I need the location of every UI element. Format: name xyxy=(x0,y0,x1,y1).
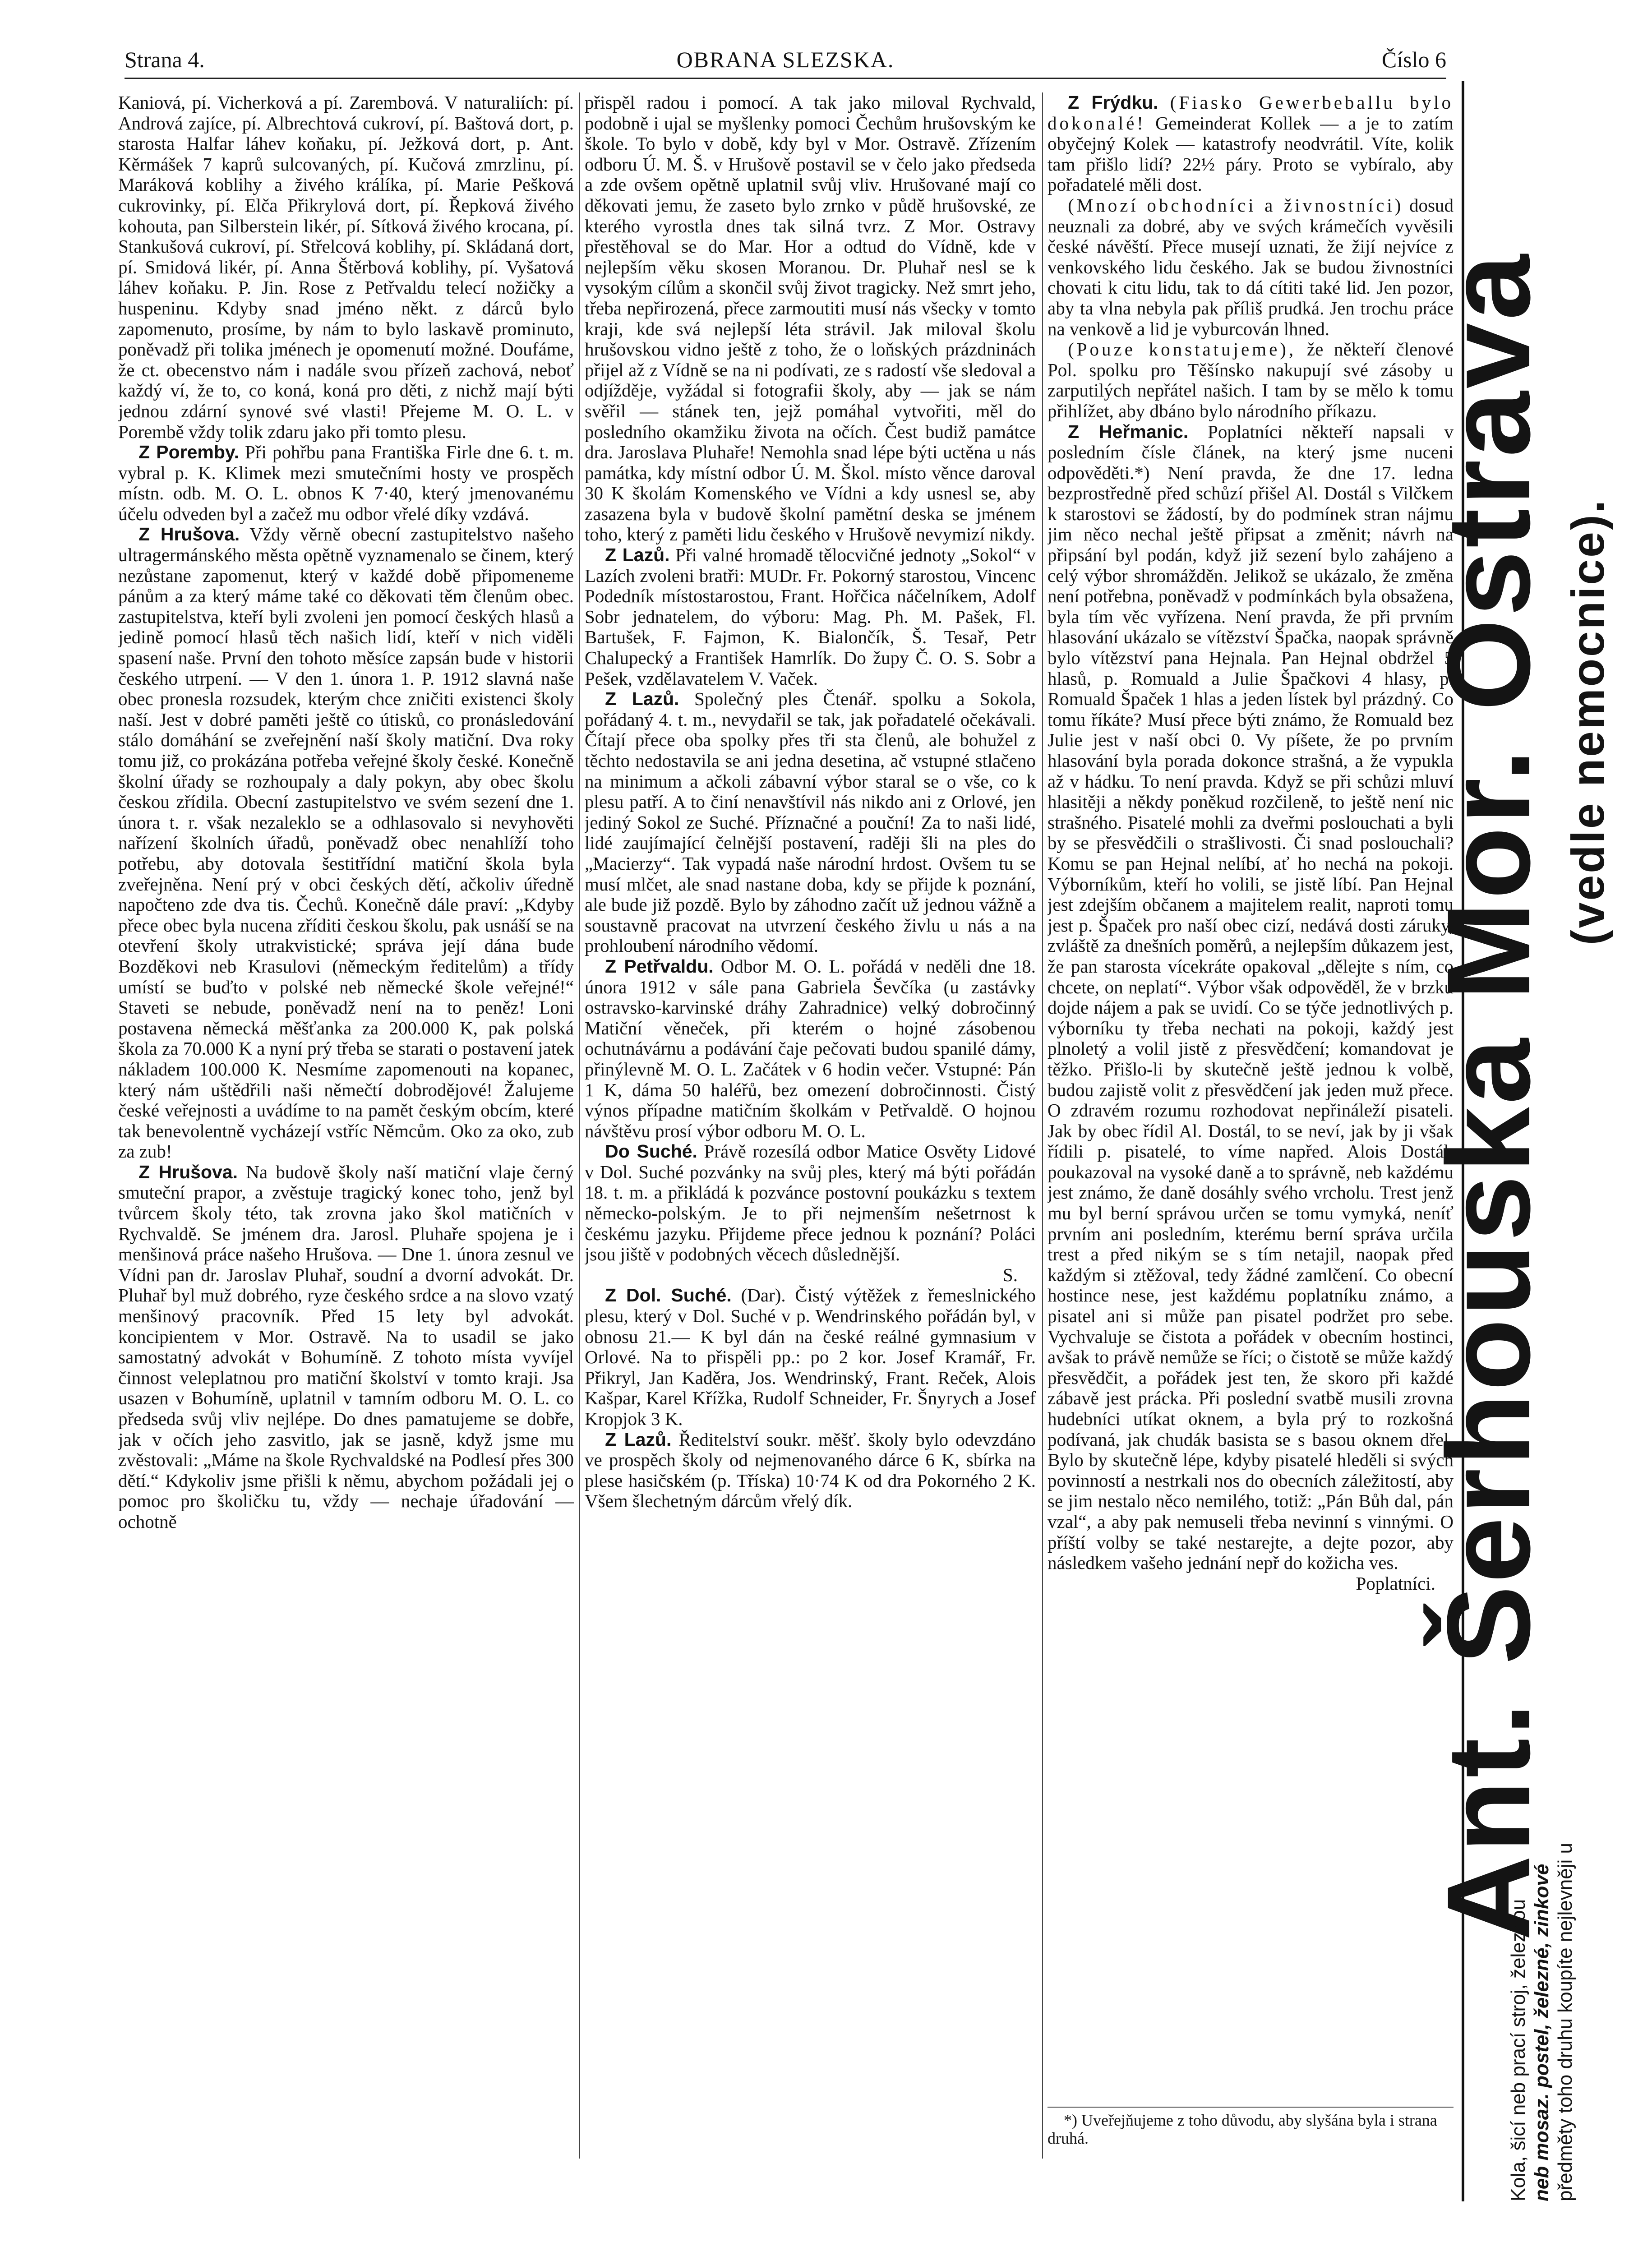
article-paragraph xyxy=(585,1430,1036,1512)
article-signature: Poplatníci. xyxy=(1356,1573,1435,1594)
article-heading: Z Heřmanic. xyxy=(1068,421,1189,442)
article-text: Ředitelství soukr. měšť. školy bylo odevzdáno ve prospěch školy od nejmenovaného dárce 6 K, sbírka na plese hasičském (p. Tříska) 10·74 K od dra Pokorného 2 K. Všem šlechetným dárcům vřelý dík. xyxy=(585,1429,1036,1512)
article-text: Vždy věrně obecní zastupitelstvo našeho ultragermánského města opětně vyznamenalo se činem, který nezůstane zapomenut, který v každé době připomeneme pánům a za který máme také co děkovati těm členům obec. zastupitelstva, kteří byli zvoleni jen pomocí českých hlasů a jedině pomocí hlasů těch našich lidí, kteří v nich viděli spasení naše. První den tohoto měsíce zapsán bude v historii českého utrpení. — V den 1. února 1. P. 1912 slavná naše obec pronesla rozsudek, kterým chce zničiti existenci školy naší. Jest v dobré paměti ještě co útisků, co pronásledování stálo domáhání se zveřejnění naší školy matiční. Dva roky tomu již, co prokázána potřeba veřejné školy české. Konečně školní úřady se rozhoupaly a daly pokyn, aby obec školu českou zřídila. Obecní zastupitelstvo ve svém sezení dne 1. února t. r. však nezaleklo se a odhlasovalo si nevyhověti nařízení školních úřadů, poněvadž obec nenahlíží toho potřebu, aby dotovala šestitřídní matiční škola byla zveřejněna. Není prý v obci českých dětí, ačkoliv úředně napočteno zde dva tis. Čechů. Konečně dále praví: „Kdyby přece obec byla nucena zříditi českou školu, pak usnáší se na otevření školy utrakvistické; správa její dána bude Bozděkovi neb Krasulovi (německým ředitelům) a třídy umístí se buďto v polské neb německé škole veřejné!“ Staveti se nebude, poněvadž není na to peněz! Loni postavena německá měšťanka za 200.000 K, pak polská škola za 70.000 K a nyní prý třeba se starati o postavení jatek nákladem 100.000 K. Nesmíme zapomenouti na kopanec, který nám uštědřili naši němečtí dobrodějové! Žalujeme české veřejnosti a uvádíme to na pamět českým obcím, které tak benevolentně vycházejí vstříc Němcům. Oko za oko, zub za zub! xyxy=(118,524,574,1162)
article-text: že někteří členové Pol. spolku pro Těšínsko nakupují své zásoby u zarputilých nepřátel našich. I tam by se mělo k tomu přihlížet, aby dbáno bylo národního příkazu. xyxy=(1047,339,1454,421)
article-paragraph xyxy=(585,1285,1036,1429)
article-text: Při valné hromadě tělocvičné jednoty „Sokol“ v Lazích zvoleni bratři: MUDr. Fr. Pokorný starostou, Vincenc Podedník místostarostou, Frant. Hořčica náčelníkem, Adolf Sobr jednatelem, do výboru: Mag. Ph. M. Pašek, Fl. Bartušek, F. Fajmon, K. Bialončík, Š. Tesař, Petr Chalupecký a František Hamrlík. Do župy Č. O. S. Sobr a Pešek, vzdělavatelem V. Vaček. xyxy=(585,544,1036,689)
article-text: Společný ples Čtenář. spolku a Sokola, pořádaný 4. t. m., nevydařil se tak, jak pořadatelé očekávali. Čítají přece oba spolky přes tři sta členů, ale bohužel z těchto nedostavila se ani jedna desetina, ač vstupné stlačeno na minimum a ačkoli zábavní výbor staral se o vše, co k plesu patří. A to činí nenavštívil nás nikdo ani z Orlové, jen jediný Sokol ze Suché. Příznačné a pouční! Za to naši lidé, lidé zaujímající čelnější postavení, raději šli na ples do „Macierzy“. Tak vypadá naše národní hrdost. Ovšem tu se musí mlčet, ale snad nastane doba, kdy se přijde k poznání, ale bude již pozdě. Bylo by záhodno začít už jednou vážně a soustavně pracovat na utvrzení českého živlu u nás a na prohloubení národního vědomí. xyxy=(585,688,1036,956)
article-text: dosud neuznali za dobré, aby ve svých krámečích vyvěsili české návěští. Přece musejí uznati, že žijí nejvíce z venkovského lidu českého. Jak se budou živnostníci chovati k citu lidu, tak to dá cítiti také lid. Jen pozor, aby ta vlna nebyla pak příliš prudká. Jen trochu práce na venkově a lid je vyburcován lhned. xyxy=(1047,194,1454,339)
article-paragraph xyxy=(585,689,1036,956)
page-header xyxy=(125,42,1446,79)
article-paragraph xyxy=(1047,195,1454,339)
article-heading: Z Lazů. xyxy=(605,688,679,710)
article-paragraph: Kaniová, pí. Vicherková a pí. Zarembová. V naturaliích: pí. Andrová zajíce, pí. Albrechtová cukroví, pí. Baštová dort, p. starosta Halfar láhev koňaku, pí. Ježková dort, p. Ant. Kěrmášek 7 kaprů sulcovaných, pí. Kučová zmrzlinu, pí. Maráková koblihy a živého králíka, pí. Marie Pešková cukrovinky, pí. Elča Přikrylová dort, pí. Řepková živého kohouta, pan Silberstein likér, pí. Sítková živého krocana, pí. Stankušová cukroví, pí. Střelcová koblihy, pí. Skládaná dort, pí. Smidová likér, pí. Anna Štěrbová koblihy, pí. Vyšatová láhev koňaku. P. Jin. Rose z Petřvaldu telecí nožičky a huspeninu. Kdyby snad jméno někt. z dárců bylo zapomenuto, prosíme, by nám to bylo laskavě prominuto, poněvadž při tolika jménech je opomenutí možné. Doufáme, že ct. obecenstvo nám i nadále svou přízeň zachová, neboť každý ví, že to, co koná, koná pro děti, z nichž mají býti jednou zdární synové své vlasti! Přejeme M. O. L. v Porembě vždy tolik zdaru jako při tomto plesu. xyxy=(118,92,574,442)
article-heading: Do Suché. xyxy=(605,1141,697,1162)
article-heading: Z Lazů. xyxy=(605,544,670,566)
footnote: *) Uveřejňujeme z toho důvodu, aby slyšána byla i strana druhá. xyxy=(1047,2107,1454,2147)
column-3 xyxy=(1047,92,1454,2159)
advertisement-line: předměty toho druhu koupíte nejlevněji u xyxy=(1554,1843,1576,2201)
column-2 xyxy=(585,92,1036,2159)
advertisement-line: Kola, šicí neb prací stroj, železnou xyxy=(1507,1899,1529,2201)
article-heading: Z Frýdku. xyxy=(1068,92,1158,113)
column-divider xyxy=(1042,92,1043,2159)
article-heading: Z Lazů. xyxy=(605,1429,672,1450)
article-paragraph xyxy=(585,956,1036,1141)
page-number: Strana 4. xyxy=(125,47,205,72)
article-heading: Z Hrušova. xyxy=(138,1161,238,1182)
column-divider xyxy=(579,92,580,2159)
article-text: Odbor M. O. L. pořádá v neděli dne 18. února 1912 v sále pana Gabriela Ševčíka (u zastávky ostravsko-karvinské dráhy Zahradnice) velký dobročinný Matiční věneček, při kterém o hojné zásobenou ochutnávárnu a podávání čaje pečovati budou spanilé dámy, přinýlevně M. O. L. Začátek v 6 hodin večer. Vstupné: Pán 1 K, dáma 50 haléřů, bez omezení dobročinnosti. Čistý výnos případne matičním školkám v Petřvaldě. O hojnou návštěvu prosí výbor odboru M. O. L. xyxy=(585,955,1036,1141)
advertisement-title: Ant. Šerhouska Mor. Ostrava xyxy=(1422,252,1555,1941)
article-paragraph xyxy=(118,1162,574,1532)
article-text: Poplatníci někteří napsali v posledním čísle článek, na který jsme nuceni odpověděti.*) Není pravda, že dne 17. ledna bezprostředně před schůzí přišel Al. Dostál s Vilčkem k starostovi se žádostí, by do podmínek stran nájmu jim něco nechal ještě připsat a změnit; návrh na připsání byl podán, když již sezení bylo zahájeno a celý výbor shromážděn. Jelikož se ukázalo, že změna není potřebna, poněvadž v podmínkách byla obsažena, byla tím věc vyřízena. Není pravda, že při prvním hlasování ukázalo se vítězství Špačka, naopak správně bylo vítězství pana Hejnala. Pan Hejnal obdržel 5 hlasů, p. Romuald a Julie Špačkovi 4 hlasy, p. Romuald Špaček 1 hlas a jeden lístek byl prázdný. Co tomu říkáte? Musí přece býti známo, že Romuald bez Julie jest v naší obci 0. Vy píšete, že po prvním hlasování byla porada dokonce strašná, a že vypukla až v hádku. To není pravda. Když se při schůzi mluví hlasitěji a někdy poněkud rozčileně, to ještě není nic strašného. Pisatelé mohli za dveřmi poslouchati a byli by se přesvědčili o strašlivosti. Či snad poslouchali? Komu se pan Hejnal nelíbí, ať ho nechá na pokoji. Výborníkům, kteří ho volili, se jistě líbí. Pan Hejnal jest zdejším občanem a majitelem realit, naproti tomu jest p. Špaček pro naší obec cizí, nedává dosti záruky, zvláště za dnešních poměrů, a nejlepším důkazem jest, že pan starosta vícekráte opakoval „dělejte s ním, co chcete, on neplatí“. Výbor však odpověděl, že v brzku dojde nájem a pak se uvidí. Co se týče jednotlivých p. výborníku ty třeba nechati na pokoji, každý jest plnoletý a volil jistě z přesvědčení; komandovat je těžko. Přišlo-li by skutečně ještě jednou k volbě, budou zajistě volit z přesvědčení jak jeden muž přece. O zdravém rozumu rozhodovat nepřináleží pisateli. Jak by obec řídil Al. Dostál, to se neví, jak by ji však řídili p. pisatelé, to víme napřed. Alois Dostál, poukazoval na vysoké daně a to správně, neb každému jest známo, že daně dosáhly svého vrcholu. Trest jenž mu byl berní správou určen se tomu vymyká, neníť prvním ani posledním, kterému berní správa určila trest a před nikým se s tím netajil, naopak před každým si ztěžoval, tedy žádné zamlčení. Co obecní hostince nese, jest každému poplatníku známo, a pisatel ani si může pan pisatel podržet pro sebe. Vychvaluje se čistota a pořádek v obecním hostinci, avšak to právě nemůže se říci; o čistotě se může každý přesvědčit, a pořádek jest ten, že skoro při každé zábavě jest prácka. Při poslední svatbě musili zrovna hudebníci utíkat oknem, a byla prý to rozkošná podívaná, jak chudák basista se s basou oknem dřel. Bylo by skutečně lépe, kdyby pisatelé hleděli si svých povinností a nestrkali nos do obecních záležitostí, aby se jim nestalo něco nemilého, totiž: „Pán Bůh dal, pán vzal“, a aby pak nemuseli třeba nevinní s vinnými. O příští volby se také nestarejte, a dejte pozor, aby následkem vašeho jednání nepř do kožicha ves. xyxy=(1047,421,1454,1573)
article-lead: (Pouze konstatujeme), xyxy=(1068,339,1297,360)
article-heading: Z Hrušova. xyxy=(138,524,240,545)
article-lead: (Mnozí obchodníci a živnostníci) xyxy=(1068,194,1404,216)
article-lead: (Fiasko Gewerbeballu bylo dokonalé! xyxy=(1047,92,1454,134)
article-paragraph xyxy=(118,524,574,1162)
article-paragraph: přispěl radou i pomocí. A tak jako miloval Rychvald, podobně i ujal se myšlenky pomoci Čechům hrušovským ke škole. To bylo v době, kdy byl v Mor. Ostravě. Zřízením odboru Ú. M. Š. v Hrušově postavil se v čelo jako předseda a zde ovšem opětně uplatnil svůj vliv. Hrušované mají co děkovati jemu, že zaseto bylo zrnko v půdě hrušovské, ze kterého vyrostla dnes tak silná tvrz. Z Mor. Ostravy přestěhoval se do Mar. Hor a odtud do Vídně, kde v nejlepším věku skosen Moranou. Dr. Pluhař nesl se k vysokým cílům a skončil svůj život tragicky. Než smrt jeho, třeba nepřirozená, přece zarmoutiti musí nás všecky v tomto kraji, kde svá nejlepší léta strávil. Jak miloval školu hrušovskou vidno ještě z toho, že o loňských prázdninách přijel až z Vídně se na ni podívati, ze s radostí vše sledoval a odjížděje, vyžádal si fotografii školy, aby — jak se nám svěřil — stánek ten, jejž pomáhal vytvořiti, měl do posledního okamžiku života na očích. Čest budiž památce dra. Jaroslava Pluhaře! Nemohla snad lépe býti uctěna u nás památka, kdy místní odbor Ú. M. Škol. místo věnce daroval 30 K školám Komenského ve Vídni a kdy usnesl se, aby zasazena byla v budově školní pamětní deska se jménem toho, který z paměti lidu českého v Hrušově nevymizí nikdy. xyxy=(585,92,1036,545)
article-heading: Z Poremby. xyxy=(138,442,240,463)
article-signature: S. xyxy=(1002,1264,1018,1285)
issue-number: Číslo 6 xyxy=(1381,47,1446,72)
article-text: (Dar). Čistý výtěžek z řemeslnického plesu, který v Dol. Suché v p. Wendrinského pořádán byl, v obnosu 21.— K byl dán na české reálné gymnasium v Orlové. Na to přispěli pp.: po 2 kor. Josef Kramář, Fr. Přikryl, Jan Kaděra, Jos. Wendrinský, Frant. Reček, Alois Kašpar, Karel Křížka, Rudolf Schneider, Fr. Šnyrych a Josef Kropjok 3 K. xyxy=(585,1285,1036,1429)
article-paragraph xyxy=(1047,422,1454,1573)
article-heading: Z Dol. Suché. xyxy=(605,1285,732,1306)
advertisement-line: neb mosaz. postel, železné, zinkové xyxy=(1531,1864,1553,2201)
article-text: Gemeinderat Kollek — a je to zatím obyčejný Kolek — katastrofy neodvrátil. Víte, kolik tam přišlo lidí? 22½ páry. Proto se vybíralo, aby pořadatelé měli dost. xyxy=(1047,112,1454,195)
article-paragraph xyxy=(585,1141,1036,1265)
article-text: Na budově školy naší matiční vlaje černý smuteční prapor, a zvěstuje tragický konec toho, jenž byl tvůrcem školy této, tak zrovna jako škol matičních v Rychvaldě. Se jménem dra. Jarosl. Pluhaře spojena je i menšinová práce našeho Hrušova. — Dne 1. února zesnul ve Vídni pan dr. Jaroslav Pluhař, soudní a dvorní advokát. Dr. Pluhař byl muž dobrého, ryze českého srdce a na slovo vzatý menšinový pracovník. Před 15 lety byl advokát. koncipientem v Mor. Ostravě. Na to usadil se jako samostatný advokát v Bohumíně. Z tohoto místa vyvíjel činnost veleplatnou pro matiční školství v tomto kraji. Jsa usazen v Bohumíně, uplatnil v tamním odboru M. O. L. co předseda svůj vliv nejlépe. Do dnes pamatujeme se dobře, jak v očích jeho zasvitlo, jak se jasně, když jsme mu zvěstovali: „Máme na škole Rychvaldské na Podlesí přes 300 dětí.“ Kdykoliv jsme přišli k němu, abychom požádali jej o pomoc pro školičku tu, vždy — nechaje úřadování — ochotně xyxy=(118,1161,574,1532)
newspaper-title: OBRANA SLEZSKA. xyxy=(676,47,895,72)
article-paragraph xyxy=(585,545,1036,689)
article-text: Při pohřbu pana Františka Firle dne 6. t. m. vybral p. K. Klimek mezi smutečními hosty ve prospěch místn. odb. M. O. L. obnos K 7·40, který jmenovanému účelu odveden byl a začež mu odbor vřelé díky vzdává. xyxy=(118,442,574,524)
article-text: Právě rozesílá odbor Matice Osvěty Lidové v Dol. Suché pozvánky na svůj ples, který má býti pořádán 18. t. m. a přikládá k pozvánce postovní poukázku s textem německo-polským. Je to při nejmenším nešetrnost k českému jazyku. Přijdeme přece jednou k poznání? Poláci jsou jiště v podobných věcech důslednější. xyxy=(585,1141,1036,1265)
article-paragraph xyxy=(1047,339,1454,421)
article-heading: Z Petřvaldu. xyxy=(605,955,714,977)
advertisement-subtitle: (vedle nemocnice). xyxy=(1562,498,1614,946)
article-paragraph xyxy=(118,442,574,524)
column-1 xyxy=(118,92,574,2159)
advertisement-small-text xyxy=(1507,1660,1624,2201)
article-paragraph xyxy=(1047,92,1454,195)
